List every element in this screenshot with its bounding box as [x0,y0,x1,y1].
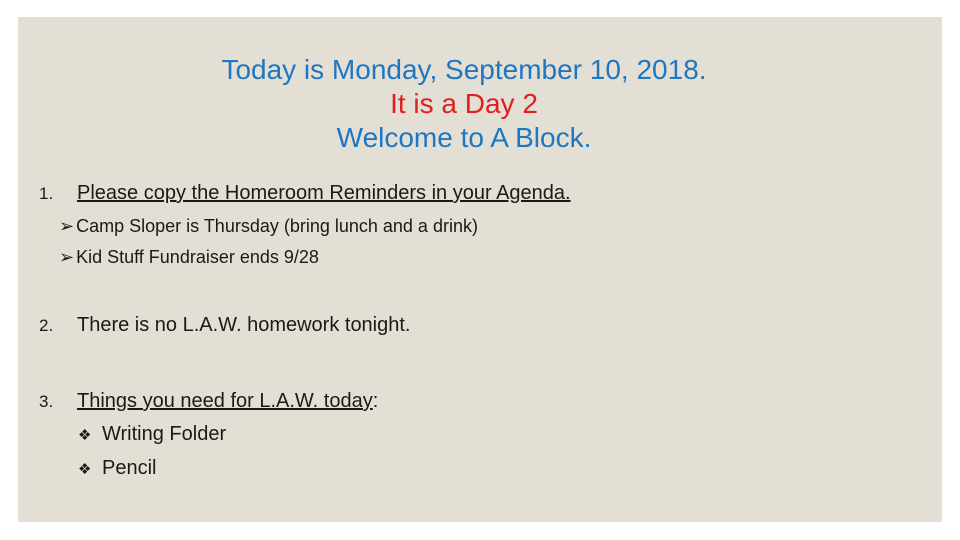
date-heading: Today is Monday, September 10, 2018. [221,54,707,85]
sub-item [78,457,156,480]
item-number: 3. [39,392,54,411]
sub-item-text: Camp Sloper is Thursday (bring lunch and a drink) [76,216,478,236]
sub-item-text: Writing Folder [102,423,227,445]
arrow-bullet-icon: ➢ [59,216,75,236]
sub-item [78,423,226,446]
slide [18,17,942,522]
item-text: Things you need for L.A.W. today [77,390,373,412]
list-item-2 [39,314,411,337]
item-text: There is no L.A.W. homework tonight. [77,314,411,336]
sub-item-text: Kid Stuff Fundraiser ends 9/28 [76,247,319,267]
welcome-heading: Welcome to A Block. [336,122,592,153]
item-number: 1. [39,184,54,203]
arrow-bullet-icon: ➢ [59,247,75,267]
diamond-bullet-icon: ❖ [78,427,92,444]
day-heading: It is a Day 2 [390,88,538,119]
item-text: Please copy the Homeroom Reminders in your Agenda. [77,182,571,204]
item-suffix: : [372,390,379,412]
list-item-1 [39,182,571,205]
sub-item [59,216,478,237]
sub-item-text: Pencil [102,457,157,479]
list-item-3 [39,390,378,413]
sub-item [59,247,319,268]
item-number: 2. [39,316,54,335]
diamond-bullet-icon: ❖ [78,461,92,478]
